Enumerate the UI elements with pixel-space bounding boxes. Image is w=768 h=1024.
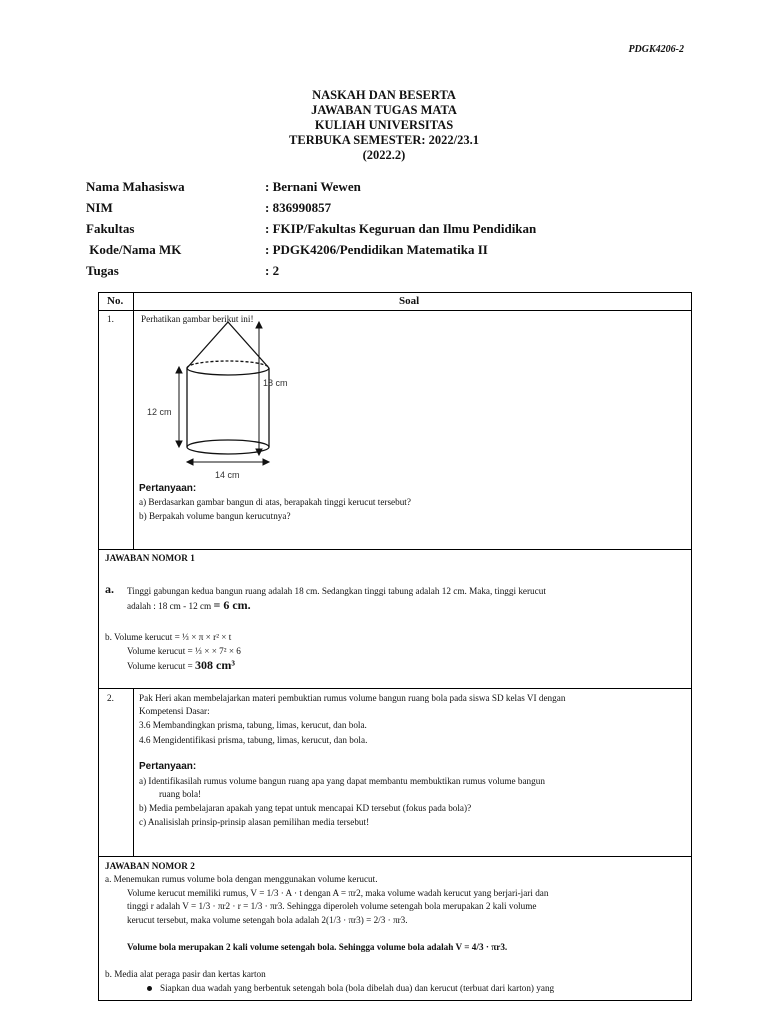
answer-text: kerucut tersebut, maka volume setengah bola adalah 2(1/3 · πr3) = 2/3 · πr3. (127, 915, 408, 925)
question-item-b: b) Media pembelajaran apakah yang tepat untuk mencapai KD tersebut (fokus pada bola)? (139, 803, 472, 813)
answer-text (127, 659, 235, 672)
document-code: PDGK4206-2 (628, 44, 684, 55)
title-line: KULIAH UNIVERSITAS (314, 118, 454, 132)
title-line: (2022.2) (362, 148, 406, 162)
info-value: : Bernani Wewen (265, 179, 361, 194)
answer-text: Siapkan dua wadah yang berbentuk setengah bola (bola dibelah dua) dan kerucut (terbuat dari karton) yang (160, 983, 555, 993)
answer-heading: JAWABAN NOMOR 1 (105, 553, 195, 563)
question-item-a: a) Identifikasilah rumus volume bangun ruang apa yang dapat membantu membuktikan rumus volume bangun (139, 776, 545, 786)
info-label: Fakultas (86, 221, 135, 236)
answer-text: b. Media alat peraga pasir dan kertas karton (105, 969, 266, 979)
question-text: Pak Heri akan membelajarkan materi pembuktian rumus volume bangun ruang bola pada siswa SD kelas VI dengan (139, 693, 566, 703)
document-title (0, 88, 768, 163)
table-rule (99, 549, 691, 550)
question-item-a: ruang bola! (159, 789, 202, 799)
question-number: 2. (107, 693, 114, 703)
bullet-icon (147, 986, 152, 991)
table-column-rule (133, 688, 134, 856)
cylinder-shape (187, 368, 269, 454)
answer-conclusion: Volume bola merupakan 2 kali volume setengah bola. Sehingga volume bola adalah V = 4/3 · πr3. (127, 942, 508, 952)
answer-result: 308 cm³ (195, 658, 235, 672)
info-value: : 836990857 (265, 200, 332, 215)
column-header-soal: Soal (399, 295, 420, 307)
info-value: : FKIP/Fakultas Keguruan dan Ilmu Pendidikan (265, 221, 537, 236)
table-column-rule (133, 293, 134, 549)
answer-text: Volume kerucut memiliki rumus, V = 1/3 · A · t dengan A = πr2, maka volume wadah kerucut yang berjari-jari dan (127, 888, 549, 898)
question-text: 4.6 Mengidentifikasi prisma, tabung, limas, kerucut, dan bola. (139, 735, 368, 745)
question-item-a: a) Berdasarkan gambar bangun di atas, berapakah tinggi kerucut tersebut? (139, 497, 411, 507)
answer-result: = 6 cm. (213, 598, 251, 612)
answer-text: a. Menemukan rumus volume bola dengan menggunakan volume kerucut. (105, 874, 378, 884)
column-header-no: No. (107, 295, 124, 307)
info-label: Nama Mahasiswa (86, 179, 185, 194)
title-line: NASKAH DAN BESERTA (312, 88, 456, 102)
question-number: 1. (107, 314, 114, 324)
label-14cm: 14 cm (215, 470, 240, 480)
question-item-b: b) Berpakah volume bangun kerucutnya? (139, 511, 291, 521)
info-value: : PDGK4206/Pendidikan Matematika II (265, 242, 488, 257)
info-label: NIM (86, 200, 113, 215)
question-intro: Perhatikan gambar berikut ini! (141, 314, 254, 324)
title-line: TERBUKA SEMESTER: 2022/23.1 (289, 133, 479, 147)
question-text: 3.6 Membandingkan prisma, tabung, limas, kerucut, dan bola. (139, 720, 367, 730)
answer-heading: JAWABAN NOMOR 2 (105, 861, 195, 871)
question-heading: Pertanyaan: (139, 761, 197, 772)
table-rule (99, 688, 691, 689)
answer-text: Volume kerucut = ⅓ × × 7² × 6 (127, 646, 241, 656)
label-18cm: 18 cm (263, 378, 288, 388)
answer-text (127, 599, 251, 612)
answer-text: tinggi r adalah V = 1/3 · πr2 · r = 1/3 · πr3. Sehingga diperoleh volume setengah bola merupakan 2 kali volume (127, 901, 537, 911)
answer-text: Volume kerucut = (127, 661, 193, 671)
dimension-arrows (176, 322, 269, 465)
info-value: : 2 (265, 263, 280, 278)
question-table (98, 292, 692, 1001)
question-heading: Pertanyaan: (139, 483, 197, 494)
answer-text: Tinggi gabungan kedua bangun ruang adalah 18 cm. Sedangkan tinggi tabung adalah 12 cm. Maka, tinggi kerucut (127, 586, 546, 596)
question-text: Kompetensi Dasar: (139, 706, 210, 716)
table-rule (99, 856, 691, 857)
answer-marker-a: a. (105, 582, 114, 596)
title-line: JAWABAN TUGAS MATA (311, 103, 457, 117)
cone-cylinder-figure (139, 321, 299, 483)
label-12cm: 12 cm (147, 407, 172, 417)
answer-text: b. Volume kerucut = ⅓ × π × r² × t (105, 632, 232, 642)
answer-bullet-item (147, 982, 554, 994)
info-label: Kode/Nama MK (86, 242, 182, 257)
question-item-c: c) Analisislah prinsip-prinsip alasan pemilihan media tersebut! (139, 817, 370, 827)
answer-text: adalah : 18 cm - 12 cm (127, 601, 212, 611)
cone-shape (187, 322, 269, 368)
table-rule (99, 310, 691, 311)
info-label: Tugas (86, 263, 119, 278)
